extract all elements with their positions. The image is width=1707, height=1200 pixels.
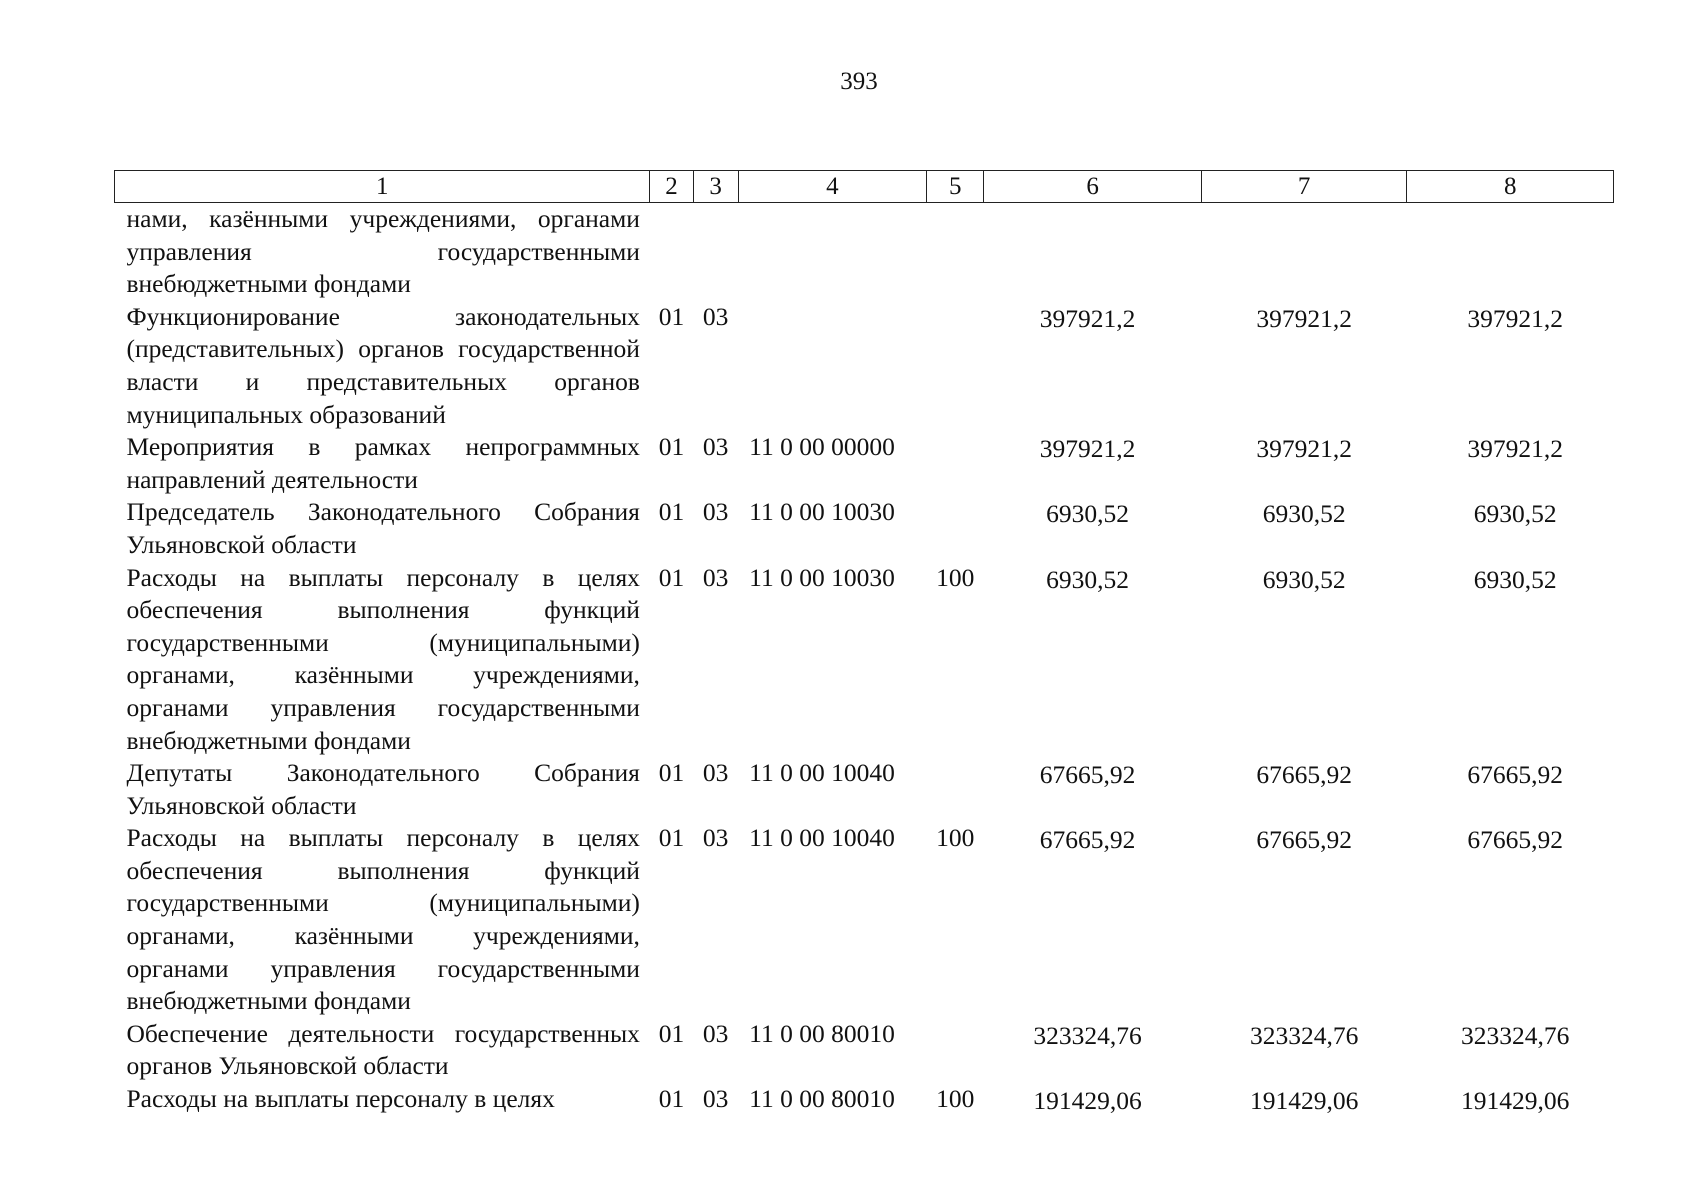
expense-type-code xyxy=(927,301,984,431)
section-code: 01 xyxy=(658,758,685,788)
section-code: 01 xyxy=(658,562,685,592)
amount-col-7: 397921,2 xyxy=(1256,303,1352,333)
target-article-code: 11 0 00 10040 xyxy=(749,823,895,853)
expense-type-code: 100 xyxy=(936,562,975,592)
row-name: Председатель Законодательного Собрания Ульяновской области xyxy=(126,497,640,559)
table-row xyxy=(115,562,1614,758)
section-code: 01 xyxy=(658,823,685,853)
header-col-6: 6 xyxy=(984,171,1202,203)
target-article-code: 11 0 00 10040 xyxy=(749,758,895,788)
table-body xyxy=(115,203,1614,1118)
amount-col-6: 6930,52 xyxy=(1046,564,1129,594)
section-code: 01 xyxy=(658,1084,685,1114)
amount-col-6: 67665,92 xyxy=(1039,825,1136,855)
table-row xyxy=(115,757,1614,822)
table-row xyxy=(115,496,1614,561)
amount-col-7: 397921,2 xyxy=(1256,434,1352,464)
subsection-code: 03 xyxy=(702,823,729,853)
section-code xyxy=(650,203,693,301)
target-article-code: 11 0 00 80010 xyxy=(749,1084,895,1114)
target-article-code: 11 0 00 00000 xyxy=(749,432,895,462)
header-col-1: 1 xyxy=(115,171,650,203)
subsection-code xyxy=(693,203,738,301)
header-col-2: 2 xyxy=(650,171,693,203)
amount-col-6: 6930,52 xyxy=(1046,499,1129,529)
header-col-8: 8 xyxy=(1407,171,1614,203)
budget-table xyxy=(114,170,1614,1118)
section-code: 01 xyxy=(658,301,685,331)
amount-col-8: 191429,06 xyxy=(1461,1086,1570,1116)
table-row xyxy=(115,1018,1614,1083)
subsection-code: 03 xyxy=(702,497,729,527)
table-header xyxy=(115,171,1614,203)
target-article-code xyxy=(738,203,927,301)
row-name: Функционирование законодательных (представительных) органов государственной власти и представительных органов муниципальных образований xyxy=(126,301,640,429)
amount-col-8: 323324,76 xyxy=(1461,1020,1570,1050)
amount-col-7: 323324,76 xyxy=(1249,1020,1359,1050)
row-name: Мероприятия в рамках непрограммных направлений деятельности xyxy=(126,432,640,494)
amount-col-6: 397921,2 xyxy=(1039,303,1136,333)
row-name: Обеспечение деятельности государственных органов Ульяновской области xyxy=(126,1018,640,1081)
subsection-code: 03 xyxy=(702,758,729,788)
row-name: Расходы на выплаты персоналу в целях обеспечения выполнения функций государственными (муниципальными) органами, казёнными учреждениями, органами управления государственными внебюджетными фондами xyxy=(126,823,640,1016)
target-article-code xyxy=(738,301,927,431)
amount-col-8: 397921,2 xyxy=(1467,434,1564,464)
amount-col-6 xyxy=(984,203,1202,301)
row-name: Депутаты Законодательного Собрания Ульяновской области xyxy=(126,758,640,820)
amount-col-8: 67665,92 xyxy=(1467,825,1564,855)
table-row xyxy=(115,431,1614,496)
amount-col-6: 397921,2 xyxy=(1039,434,1136,464)
amount-col-8: 397921,2 xyxy=(1467,303,1564,333)
amount-col-7: 67665,92 xyxy=(1256,825,1352,855)
amount-col-8 xyxy=(1407,203,1614,301)
target-article-code: 11 0 00 10030 xyxy=(749,497,895,527)
subsection-code: 03 xyxy=(702,432,729,462)
amount-col-7: 6930,52 xyxy=(1262,499,1346,529)
header-row xyxy=(115,171,1614,203)
amount-col-7: 67665,92 xyxy=(1256,760,1352,790)
amount-col-8: 6930,52 xyxy=(1473,564,1557,594)
amount-col-6: 191429,06 xyxy=(1033,1086,1142,1116)
subsection-code: 03 xyxy=(702,562,729,592)
expense-type-code xyxy=(927,757,984,822)
row-name: Расходы на выплаты персоналу в целях xyxy=(126,1084,555,1114)
expense-type-code xyxy=(927,1018,984,1083)
expense-type-code xyxy=(927,431,984,496)
amount-col-8: 6930,52 xyxy=(1473,499,1557,529)
subsection-code: 03 xyxy=(702,1018,729,1048)
expense-type-code: 100 xyxy=(936,823,975,853)
header-col-7: 7 xyxy=(1201,171,1407,203)
page-number: 393 xyxy=(840,68,878,95)
amount-col-7: 191429,06 xyxy=(1249,1086,1359,1116)
row-name: нами, казёнными учреждениями, органами управления государственными внебюджетными фондами xyxy=(126,204,640,299)
target-article-code: 11 0 00 80010 xyxy=(749,1018,895,1048)
table-row xyxy=(115,203,1614,301)
table-row xyxy=(115,822,1614,1018)
header-col-3: 3 xyxy=(693,171,738,203)
subsection-code: 03 xyxy=(702,1084,729,1114)
header-col-4: 4 xyxy=(738,171,927,203)
expense-type-code xyxy=(927,496,984,561)
amount-col-7 xyxy=(1201,203,1407,301)
header-col-5: 5 xyxy=(927,171,984,203)
table-row xyxy=(115,301,1614,431)
amount-col-7: 6930,52 xyxy=(1262,564,1346,594)
subsection-code: 03 xyxy=(702,301,729,331)
target-article-code: 11 0 00 10030 xyxy=(749,562,895,592)
amount-col-6: 67665,92 xyxy=(1039,760,1136,790)
section-code: 01 xyxy=(658,432,685,462)
amount-col-8: 67665,92 xyxy=(1467,760,1564,790)
section-code: 01 xyxy=(658,497,685,527)
row-name: Расходы на выплаты персоналу в целях обеспечения выполнения функций государственными (муниципальными) органами, казёнными учреждениями, органами управления государственными внебюджетными фондами xyxy=(126,562,640,755)
expense-type-code: 100 xyxy=(936,1084,975,1114)
table-row xyxy=(115,1083,1614,1118)
amount-col-6: 323324,76 xyxy=(1033,1020,1142,1050)
section-code: 01 xyxy=(658,1018,685,1048)
expense-type-code xyxy=(927,203,984,301)
